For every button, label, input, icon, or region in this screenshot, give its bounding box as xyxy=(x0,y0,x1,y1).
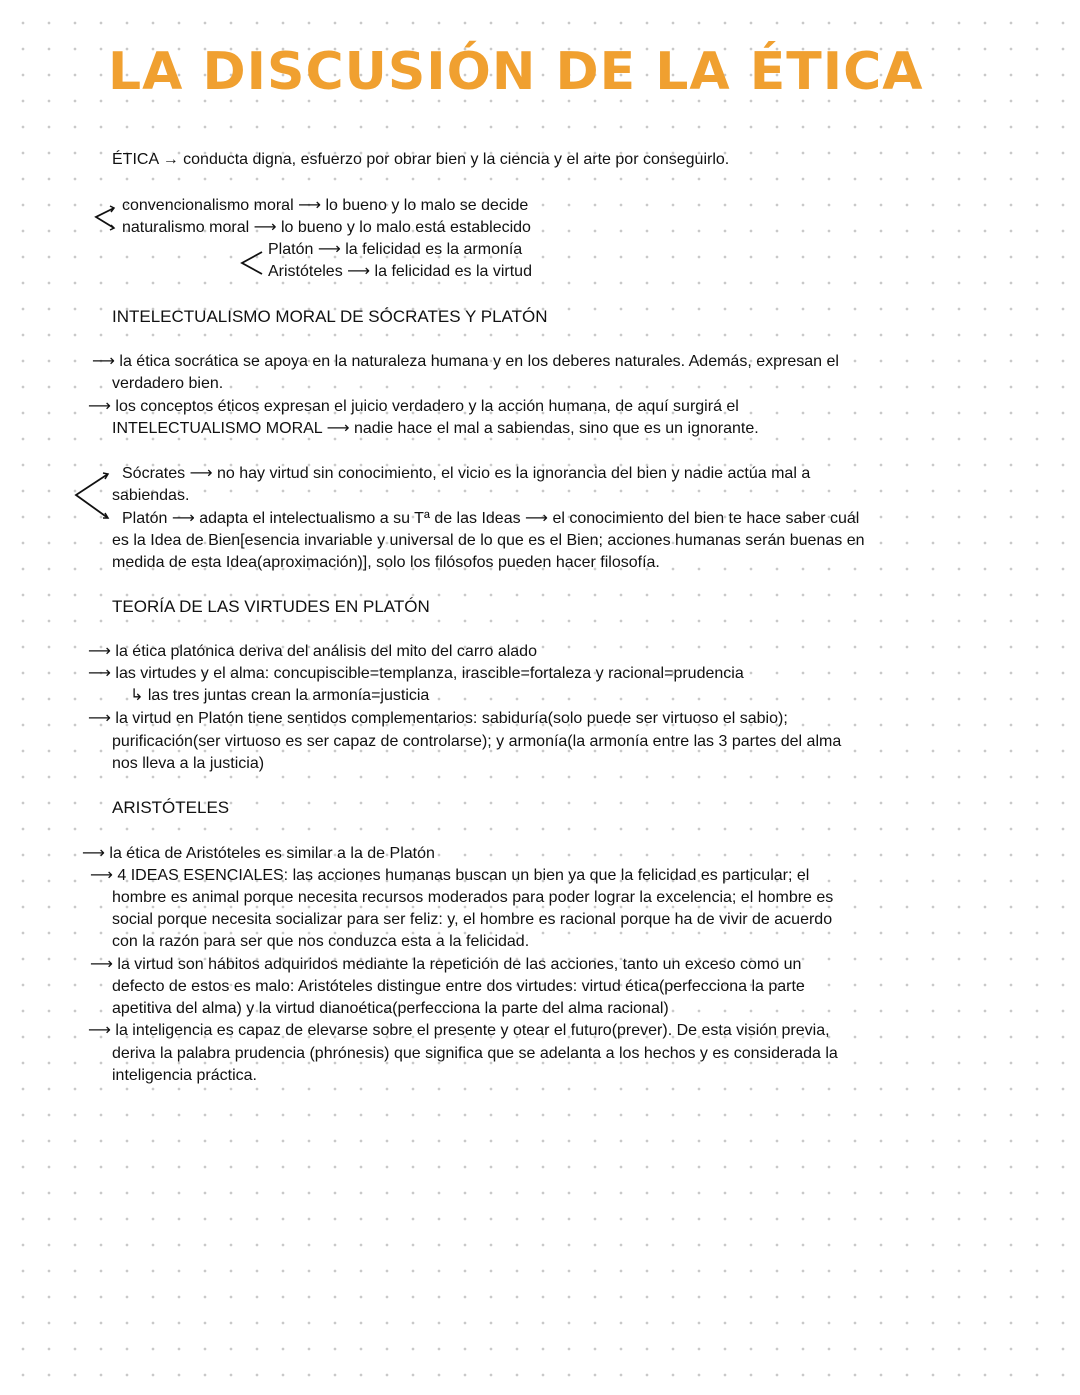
arrow-icon: ⟶ xyxy=(82,845,105,862)
bullet-text: no hay virtud sin conocimiento, el vicio es la ignorancia del bien y nadie actúa mal a xyxy=(216,465,811,482)
bullet-text: adapta el intelectualismo a su Tª de las Ideas xyxy=(199,510,521,527)
bullet-item xyxy=(88,708,788,730)
bullet-item xyxy=(88,1020,830,1042)
bullet-continuation: verdadero bien. xyxy=(112,375,224,392)
key-term: INTELECTUALISMO MORAL xyxy=(112,420,323,437)
position-naturalismo xyxy=(122,217,531,239)
branch-bracket-icon xyxy=(72,470,112,522)
definition-line xyxy=(112,149,729,171)
section-heading-aristoteles: ARISTÓTELES xyxy=(112,798,230,817)
bullet-text: los conceptos éticos expresan el juicio verdadero y la acción humana, de aquí surgirá el xyxy=(115,398,739,415)
arrow-icon: ⟶ xyxy=(90,867,113,884)
position-label: Platón xyxy=(268,241,314,258)
bullet-continuation: nos lleva a la justicia) xyxy=(112,755,265,772)
arrow-icon: ⟶ xyxy=(525,510,548,527)
bullet-continuation: sabiendas. xyxy=(112,487,190,504)
bullet-continuation: deriva la palabra prudencia (phrónesis) que significa que se adelanta a los hechos y es considerada la xyxy=(112,1045,838,1062)
position-platon xyxy=(268,239,522,261)
bullet-text: la ética socrática se apoya en la naturaleza humana y en los deberes naturales. Además, expresan el xyxy=(119,353,839,370)
bullet-text: la virtud en Platón tiene sentidos complementarios: sabiduría(solo puede ser virtuoso el sabio); xyxy=(115,710,788,727)
bullet-text: la inteligencia es capaz de elevarse sobre el presente y otear el futuro(prever). De esta visión previa, xyxy=(115,1022,830,1039)
arrow-icon: ⟶ xyxy=(90,956,113,973)
sub-bullet-item xyxy=(130,685,429,707)
arrow-icon: ⟶ xyxy=(88,643,111,660)
position-label: convencionalismo moral xyxy=(122,197,294,214)
arrow-icon: ⟶ xyxy=(347,263,371,280)
position-label: Aristóteles xyxy=(268,263,343,280)
return-arrow-icon: ↳ xyxy=(130,687,144,704)
arrow-icon: ⟶ xyxy=(88,710,111,727)
bullet-continuation xyxy=(112,418,759,440)
bullet-item xyxy=(82,843,435,865)
platon-line xyxy=(122,508,859,530)
arrow-icon: ⟶ xyxy=(298,197,322,214)
position-label: naturalismo moral xyxy=(122,219,250,236)
position-text: la felicidad es la armonía xyxy=(345,241,523,258)
bullet-text: 4 IDEAS ESENCIALES: las acciones humanas buscan un bien ya que la felicidad es particular; el xyxy=(117,867,810,884)
bullet-text: nadie hace el mal a sabiendas, sino que es un ignorante. xyxy=(353,420,759,437)
arrow-icon: ⟶ xyxy=(171,510,195,527)
arrow-icon: ⟶ xyxy=(88,398,111,415)
bullet-continuation: apetitiva del alma) y la virtud dianoética(perfecciona la parte del alma racional) xyxy=(112,1000,669,1017)
section-heading-intelectualismo: INTELECTUALISMO MORAL DE SÓCRATES Y PLATÓN xyxy=(112,307,548,326)
bullet-continuation: es la Idea de Bien[esencia invariable y universal de lo que es el Bien; acciones humanas serán buenas en xyxy=(112,532,865,549)
branch-bracket-icon xyxy=(92,204,116,232)
bullet-continuation: con la razón para ser que nos conduzca esta a la felicidad. xyxy=(112,933,530,950)
arrow-icon: ⟶ xyxy=(317,241,341,258)
bullet-item xyxy=(92,351,839,373)
bullet-item xyxy=(88,663,744,685)
bullet-text: la virtud son hábitos adquiridos mediante la repetición de las acciones, tanto un exceso como un xyxy=(117,956,802,973)
arrow-icon: → xyxy=(162,151,179,168)
bullet-item xyxy=(88,641,537,663)
bullet-text: la ética de Aristóteles es similar a la de Platón xyxy=(109,845,435,862)
bullet-text: la ética platónica deriva del análisis del mito del carro alado xyxy=(115,643,537,660)
bullet-text: el conocimiento del bien te hace saber cuál xyxy=(552,510,860,527)
bullet-continuation: inteligencia práctica. xyxy=(112,1067,257,1084)
socrates-line xyxy=(122,463,810,485)
position-text: la felicidad es la virtud xyxy=(374,263,532,280)
arrow-icon: ⟶ xyxy=(253,219,277,236)
bullet-continuation: defecto de estos es malo: Aristóteles distingue entre dos virtudes: virtud ética(perfecciona la parte xyxy=(112,978,805,995)
bullet-continuation: purificación(ser virtuoso es ser capaz de controlarse); y armonía(la armonía entre las 3 partes del alma xyxy=(112,733,842,750)
bullet-continuation: social porque necesita socializar para ser feliz: y, el hombre es racional porque ha de vivir de acuerdo xyxy=(112,911,833,928)
philosopher-label: Sócrates xyxy=(122,465,186,482)
position-text: lo bueno y lo malo se decide xyxy=(325,197,529,214)
bullet-item xyxy=(88,396,739,418)
bullet-item xyxy=(90,954,801,976)
arrow-icon: ⟶ xyxy=(88,1022,111,1039)
bullet-continuation: medida de esta Idea(aproximación)], solo los filósofos pueden hacer filosofía. xyxy=(112,554,660,571)
bullet-continuation: hombre es animal porque necesita recursos moderados para poder lograr la excelencia; el hombre es xyxy=(112,889,834,906)
position-text: lo bueno y lo malo está establecido xyxy=(281,219,531,236)
bullet-text: las virtudes y el alma: concupiscible=templanza, irascible=fortaleza y racional=prudencia xyxy=(115,665,744,682)
definition-term: ÉTICA xyxy=(112,151,159,168)
position-aristoteles xyxy=(268,261,532,283)
branch-bracket-icon xyxy=(238,248,264,278)
bullet-item xyxy=(90,865,809,887)
position-convencionalismo xyxy=(122,195,528,217)
arrow-icon: ⟶ xyxy=(189,465,213,482)
definition-text: conducta digna, esfuerzo por obrar bien y la ciencia y el arte por conseguirlo. xyxy=(183,151,730,168)
bullet-text: las tres juntas crean la armonía=justicia xyxy=(147,687,430,704)
arrow-icon: ⟶ xyxy=(88,665,111,682)
philosopher-label: Platón xyxy=(122,510,168,527)
arrow-icon: ⟶ xyxy=(326,420,350,437)
arrow-icon: ⟶ xyxy=(92,353,115,370)
section-heading-virtudes: TEORÍA DE LAS VIRTUDES EN PLATÓN xyxy=(112,597,430,616)
page-title: LA DISCUSIÓN DE LA ÉTICA xyxy=(108,42,924,102)
